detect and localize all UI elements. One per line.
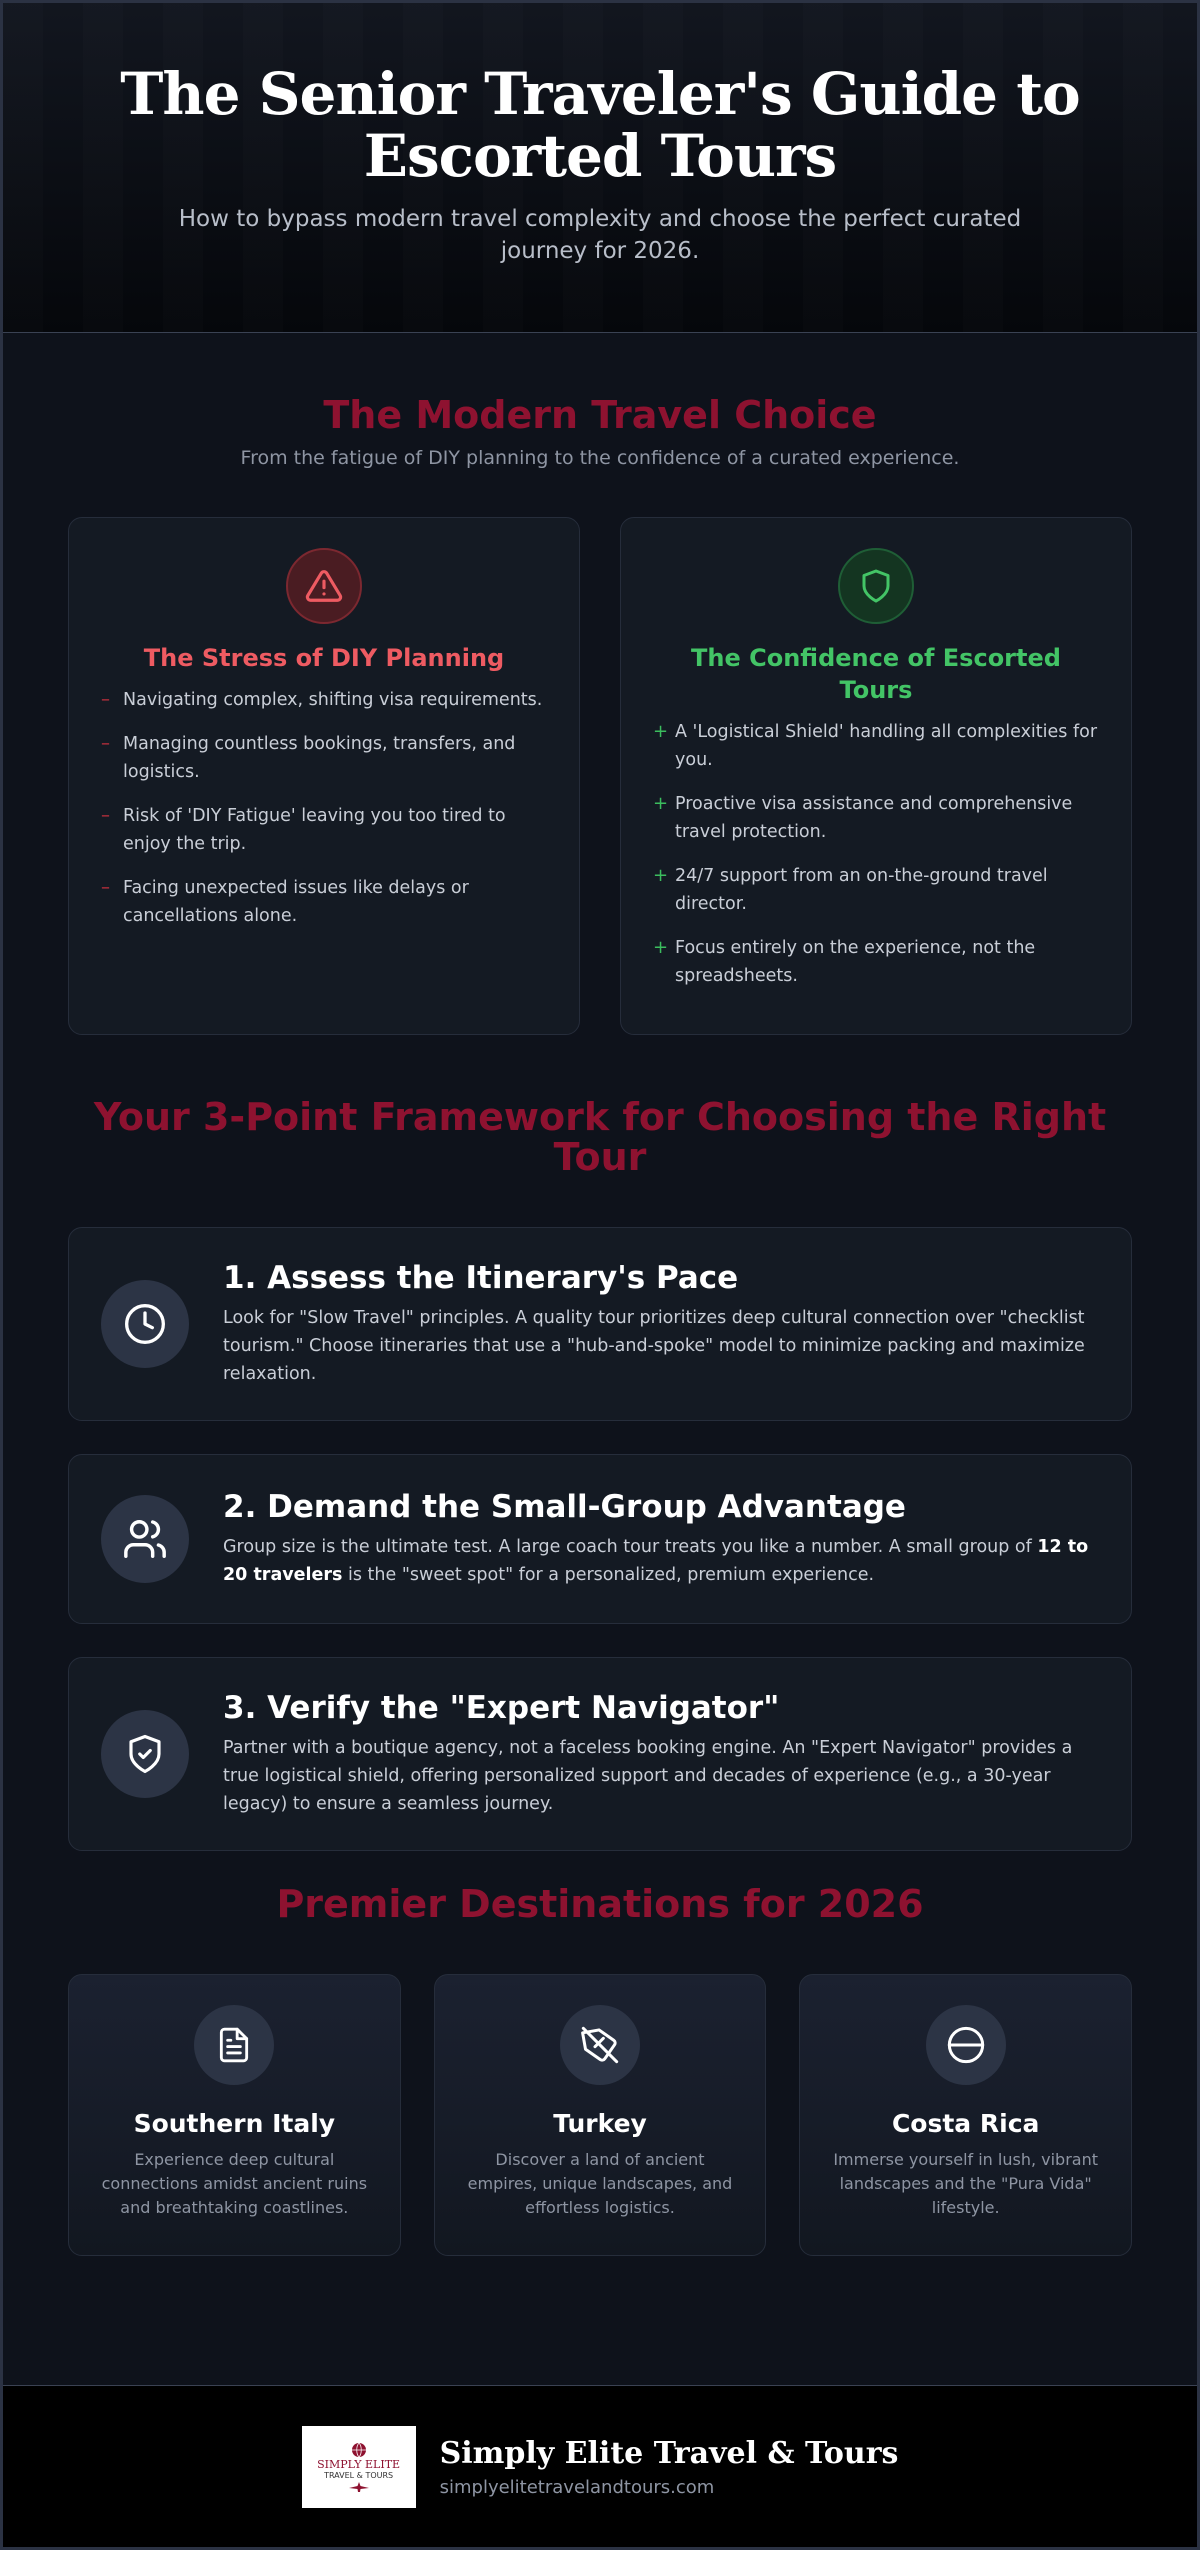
choice-section	[3, 333, 1197, 1035]
destination-text: Immerse yourself in lush, vibrant landscapes and the "Pura Vida" lifestyle.	[833, 2150, 1098, 2217]
tag-slash-icon	[560, 2005, 640, 2085]
hero-header	[3, 3, 1197, 333]
destination-card-turkey	[434, 1974, 767, 2256]
plus-marker: +	[653, 721, 669, 742]
framework-card-body	[223, 1260, 1095, 1388]
list-item	[101, 874, 547, 930]
choice-cards	[68, 517, 1132, 1035]
list-item-text: Managing countless bookings, transfers, and logistics.	[123, 734, 516, 782]
footer-brand-name: Simply Elite Travel & Tours	[439, 2435, 899, 2471]
list-item-text: Risk of 'DIY Fatigue' leaving you too tired to enjoy the trip.	[123, 806, 506, 854]
destination-name: Southern Italy	[133, 2109, 336, 2138]
stress-list	[101, 686, 547, 930]
text-segment: Group size is the ultimate test. A large coach tour treats you like a number. A small group of	[223, 1537, 1038, 1557]
footer-website-link[interactable]: simplyelitetravelandtours.com	[439, 2476, 715, 2498]
destination-text: Discover a land of ancient empires, unique landscapes, and effortless logistics.	[467, 2150, 733, 2217]
text-segment: is the "sweet spot" for a personalized, premium experience.	[342, 1565, 875, 1585]
framework-card-text: Look for "Slow Travel" principles. A quality tour prioritizes deep cultural connection over "checklist tourism." Choose itineraries that use a "hub-and-spoke" model to minimize packing and maximize relaxation.	[223, 1308, 1085, 1384]
destination-cards	[68, 1974, 1132, 2256]
list-item-text: 24/7 support from an on-the-ground travel director.	[675, 866, 1048, 914]
confidence-card	[620, 517, 1132, 1035]
brand-logo[interactable]	[302, 2426, 416, 2508]
framework-card-small-group	[68, 1454, 1132, 1624]
destination-card-italy	[68, 1974, 401, 2256]
destination-card-costa-rica	[799, 1974, 1132, 2256]
dash-marker: –	[101, 877, 110, 898]
shield-icon	[838, 548, 914, 624]
globe-icon	[347, 2441, 371, 2459]
page-title: The Senior Traveler's Guide to Escorted Tours	[120, 60, 1080, 190]
list-item	[653, 862, 1099, 918]
list-item-text: Focus entirely on the experience, not the spreadsheets.	[675, 938, 1036, 986]
framework-card-body	[223, 1690, 1095, 1818]
footer	[3, 2385, 1197, 2547]
destinations-section-title: Premier Destinations for 2026	[276, 1882, 924, 1926]
choice-section-title: The Modern Travel Choice	[323, 393, 877, 437]
document-icon	[194, 2005, 274, 2085]
circle-minus-icon	[926, 2005, 1006, 2085]
dash-marker: –	[101, 733, 110, 754]
confidence-card-heading: The Confidence of Escorted Tours	[691, 644, 1061, 704]
plus-marker: +	[653, 793, 669, 814]
users-icon	[101, 1495, 189, 1583]
list-item	[101, 686, 547, 714]
warning-triangle-icon	[286, 548, 362, 624]
clock-icon	[101, 1280, 189, 1368]
destination-name: Turkey	[553, 2109, 647, 2138]
framework-section-title: Your 3-Point Framework for Choosing the Right Tour	[93, 1095, 1107, 1179]
list-item	[101, 802, 547, 858]
logo-text-bottom: TRAVEL & TOURS	[324, 2470, 394, 2480]
airplane-icon	[348, 2481, 370, 2493]
framework-card-heading: 2. Demand the Small-Group Advantage	[223, 1489, 906, 1525]
framework-card-heading: 3. Verify the "Expert Navigator"	[223, 1690, 780, 1726]
list-item	[101, 730, 547, 786]
shield-check-icon	[101, 1710, 189, 1798]
framework-list	[68, 1227, 1132, 1851]
list-item-text: Proactive visa assistance and comprehensive travel protection.	[675, 794, 1073, 842]
list-item	[653, 790, 1099, 846]
logo-text-top: SIMPLY ELITE	[317, 2457, 401, 2471]
stress-card	[68, 517, 580, 1035]
framework-section	[3, 1097, 1197, 1851]
plus-marker: +	[653, 937, 669, 958]
framework-card-text	[223, 1533, 1095, 1589]
dash-marker: –	[101, 689, 110, 710]
framework-card-pace	[68, 1227, 1132, 1421]
list-item-text: Navigating complex, shifting visa requirements.	[123, 690, 543, 710]
framework-card-navigator	[68, 1657, 1132, 1851]
bold-segment: 12 to 20 travelers	[223, 1537, 1089, 1585]
list-item-text: A 'Logistical Shield' handling all complexities for you.	[675, 722, 1098, 770]
dash-marker: –	[101, 805, 110, 826]
list-item	[653, 718, 1099, 774]
page-subtitle: How to bypass modern travel complexity and choose the perfect curated journey for 2026.	[178, 206, 1022, 264]
destination-name: Costa Rica	[891, 2109, 1040, 2138]
footer-text	[440, 2436, 899, 2498]
framework-card-text: Partner with a boutique agency, not a faceless booking engine. An "Expert Navigator" provides a true logistical shield, offering personalized support and decades of experience (e.g., a 30-year legacy) to ensure a seamless journey.	[223, 1738, 1073, 1814]
framework-card-body	[223, 1489, 1095, 1589]
list-item	[653, 934, 1099, 990]
plus-marker: +	[653, 865, 669, 886]
confidence-list	[653, 718, 1099, 990]
stress-card-heading: The Stress of DIY Planning	[143, 644, 505, 672]
destination-text: Experience deep cultural connections amidst ancient ruins and breathtaking coastlines.	[101, 2150, 368, 2217]
choice-section-subtitle: From the fatigue of DIY planning to the confidence of a curated experience.	[240, 447, 960, 469]
framework-card-heading: 1. Assess the Itinerary's Pace	[223, 1260, 739, 1296]
list-item-text: Facing unexpected issues like delays or cancellations alone.	[123, 878, 469, 926]
destinations-section	[3, 1884, 1197, 2256]
